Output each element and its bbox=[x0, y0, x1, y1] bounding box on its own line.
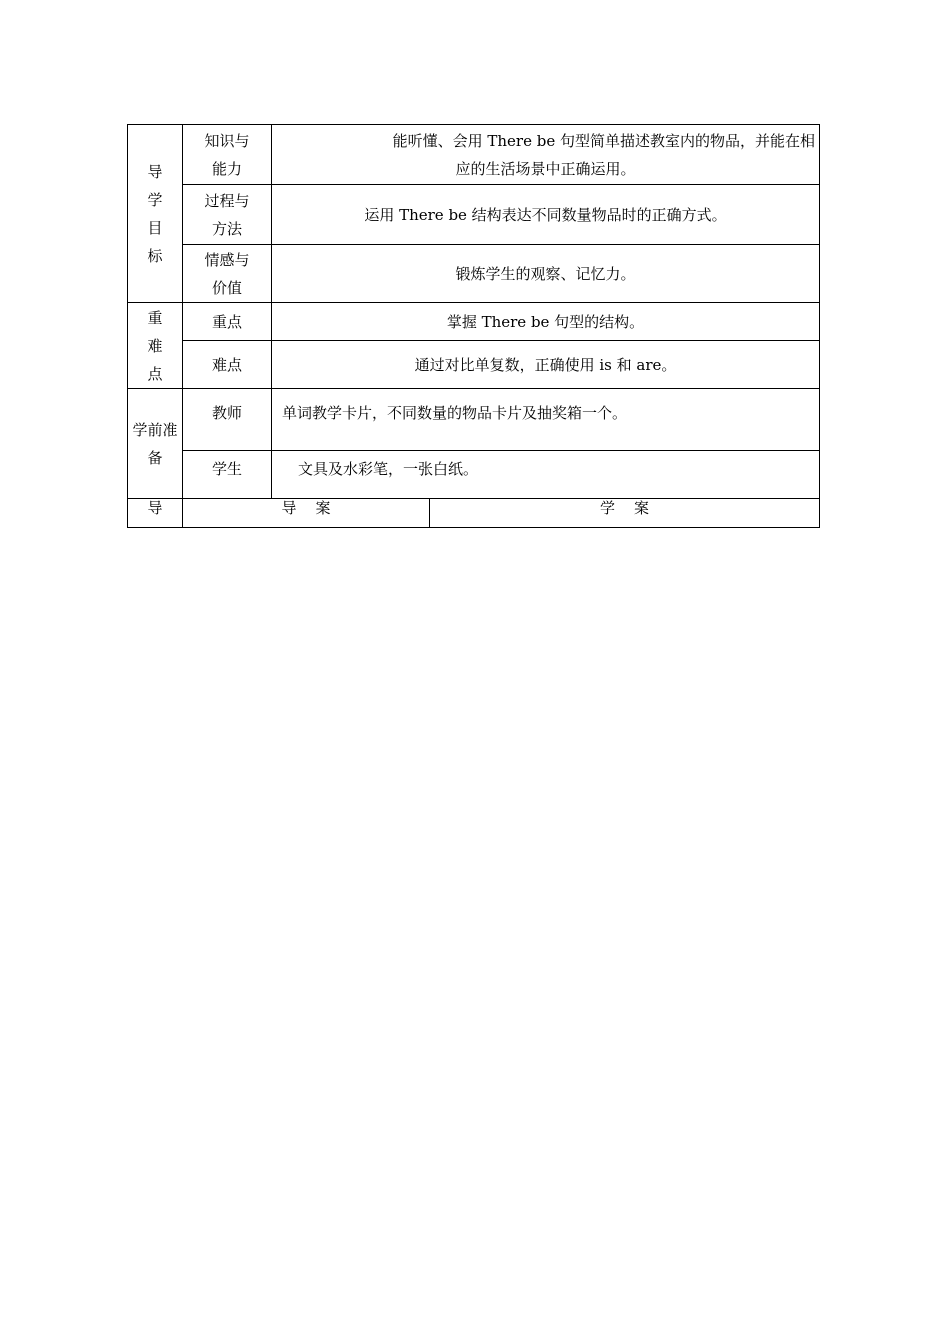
objective-label-process bbox=[183, 185, 272, 245]
label-line: 情感与 bbox=[204, 250, 250, 269]
guide-plan-header: 导 案 bbox=[183, 499, 430, 528]
label-line: 价值 bbox=[211, 278, 242, 297]
content-line: 运用 There be 结构表达不同数量物品时的正确方式。 bbox=[364, 205, 727, 224]
content-line: 应的生活场景中正确运用。 bbox=[455, 159, 636, 178]
label-line: 能力 bbox=[211, 159, 242, 178]
objective-content-knowledge bbox=[272, 125, 820, 185]
objective-label-knowledge bbox=[183, 125, 272, 185]
objective-label-emotion bbox=[183, 245, 272, 303]
section-preparation bbox=[128, 389, 183, 499]
prep-content-teacher: 单词教学卡片，不同数量的物品卡片及抽奖箱一个。 bbox=[272, 389, 820, 451]
content-line: 能听懂、会用 There be 句型简单描述教室内的物品，并能在相 bbox=[392, 131, 816, 150]
section-objectives bbox=[128, 125, 183, 303]
section-prep-line: 学前准 bbox=[132, 420, 178, 439]
keypoint-content-difficulty: 通过对比单复数，正确使用 is 和 are。 bbox=[272, 341, 820, 389]
prep-row-teacher bbox=[128, 389, 820, 451]
keypoint-row-difficulty bbox=[128, 341, 820, 389]
label-line: 方法 bbox=[211, 219, 242, 238]
study-plan-header: 学 案 bbox=[430, 499, 820, 528]
section-prep-line: 备 bbox=[147, 448, 163, 467]
prep-label-student: 学生 bbox=[183, 451, 272, 499]
objective-row-process bbox=[128, 185, 820, 245]
objective-row-emotion bbox=[128, 245, 820, 303]
objective-content-process bbox=[272, 185, 820, 245]
section-keypoints-char: 重 bbox=[147, 308, 163, 327]
keypoint-label-focus: 重点 bbox=[183, 303, 272, 341]
keypoint-content-focus: 掌握 There be 句型的结构。 bbox=[272, 303, 820, 341]
keypoint-row-focus bbox=[128, 303, 820, 341]
section-objectives-char: 学 bbox=[147, 190, 163, 209]
objective-content-emotion bbox=[272, 245, 820, 303]
label-line: 知识与 bbox=[204, 131, 250, 150]
section-key-points bbox=[128, 303, 183, 389]
label-line: 过程与 bbox=[204, 191, 250, 210]
objective-row-knowledge bbox=[128, 125, 820, 185]
section-keypoints-char: 点 bbox=[147, 364, 163, 383]
keypoint-label-difficulty: 难点 bbox=[183, 341, 272, 389]
lesson-plan-table bbox=[127, 124, 820, 528]
content-line: 锻炼学生的观察、记忆力。 bbox=[455, 264, 636, 283]
section-objectives-char: 标 bbox=[147, 246, 163, 265]
prep-label-teacher: 教师 bbox=[183, 389, 272, 451]
prep-row-student bbox=[128, 451, 820, 499]
footer-header-row bbox=[128, 499, 820, 528]
section-objectives-char: 目 bbox=[147, 218, 163, 237]
section-objectives-char: 导 bbox=[147, 162, 163, 181]
section-keypoints-char: 难 bbox=[147, 336, 163, 355]
prep-content-student: 文具及水彩笔，一张白纸。 bbox=[272, 451, 820, 499]
section-guide: 导 bbox=[128, 499, 183, 528]
